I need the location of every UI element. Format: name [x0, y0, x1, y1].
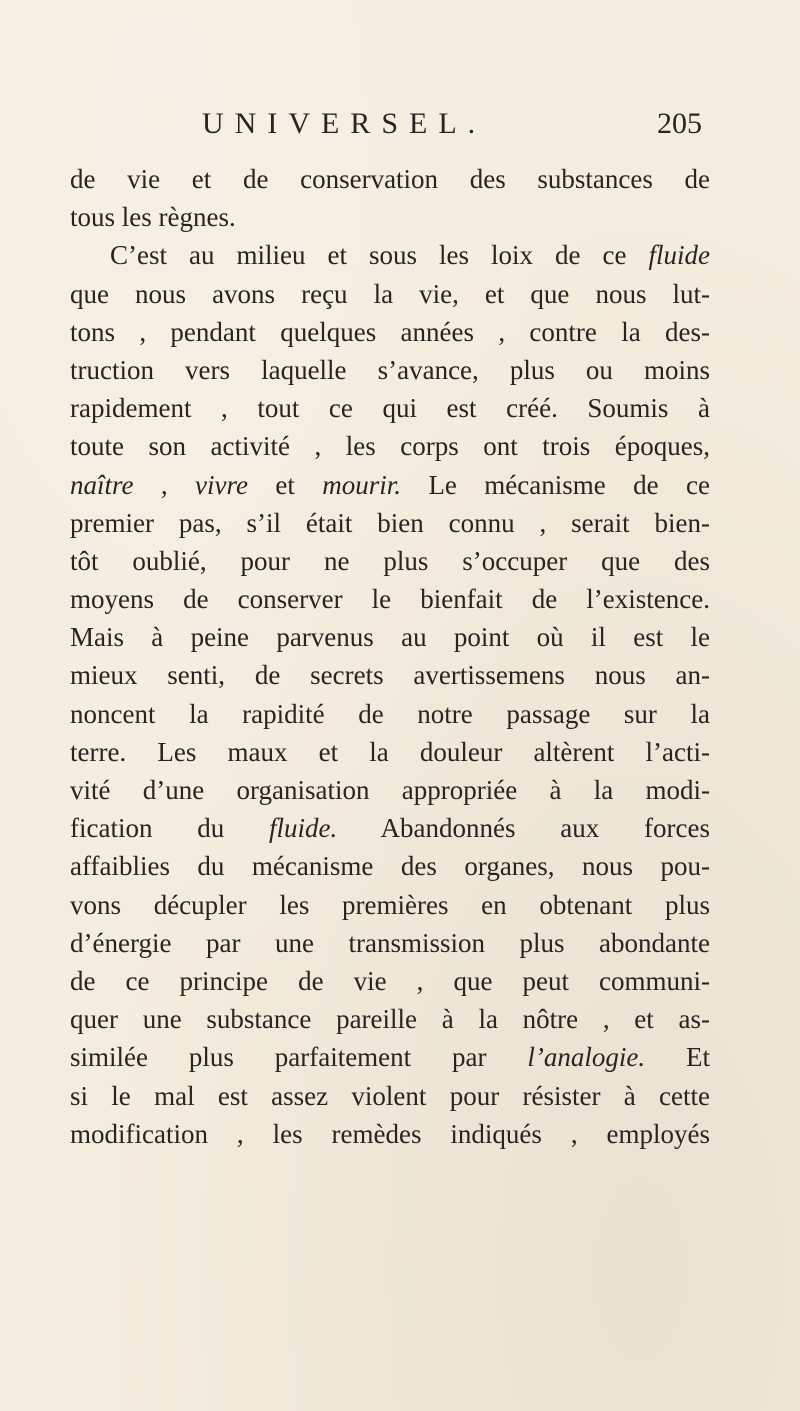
- paragraph-start-line: C’est au milieu et sous les loix de ce fluide: [110, 240, 710, 271]
- italic-term: naître , vivre: [70, 469, 248, 500]
- text-line: modification , les remèdes indiqués , employés: [70, 1118, 710, 1149]
- running-title: UNIVERSEL.: [202, 107, 487, 140]
- text-line: noncent la rapidité de notre passage sur la: [70, 698, 710, 729]
- text-line: vons décupler les premières en obtenant plus: [70, 889, 710, 920]
- text-line: mieux senti, de secrets avertissemens nous an-: [70, 660, 710, 691]
- text-line: terre. Les maux et la douleur altèrent l’acti-: [70, 736, 710, 767]
- running-head: [202, 104, 702, 144]
- page-number: 205: [657, 107, 702, 140]
- text-line: si le mal est assez violent pour résister à cette: [70, 1080, 710, 1111]
- text-line: quer une substance pareille à la nôtre , et as-: [70, 1004, 710, 1035]
- text-line: tons , pendant quelques années , contre la des-: [70, 316, 710, 347]
- text-line: vité d’une organisation appropriée à la modi-: [70, 775, 710, 805]
- text-line: premier pas, s’il était bien connu , serait bien-: [70, 507, 710, 538]
- text-line: truction vers laquelle s’avance, plus ou moins: [70, 354, 710, 385]
- text-line: de vie et de conservation des substances de: [70, 164, 710, 194]
- text-line: affaiblies du mécanisme des organes, nous pou-: [70, 851, 710, 882]
- text-line: de ce principe de vie , que peut communi-: [70, 965, 710, 996]
- italic-term: fluide: [648, 240, 710, 271]
- text-line: tôt oublié, pour ne plus s’occuper que des: [70, 545, 710, 576]
- text-line: naître , vivre et mourir. Le mécanisme de ce: [70, 469, 710, 500]
- text-line: que nous avons reçu la vie, et que nous lut-: [70, 278, 710, 309]
- text-line: rapidement , tout ce qui est créé. Soumis à: [70, 393, 710, 424]
- italic-term: l’analogie.: [527, 1042, 646, 1073]
- italic-term: mourir.: [322, 469, 402, 500]
- text-line: toute son activité , les corps ont trois époques,: [70, 431, 710, 462]
- text-line: fication du fluide. Abandonnés aux forces: [70, 813, 710, 844]
- text-line: d’énergie par une transmission plus abondante: [70, 927, 710, 958]
- text-line: Mais à peine parvenus au point où il est le: [70, 622, 710, 653]
- text-line: moyens de conserver le bienfait de l’existence.: [70, 584, 710, 615]
- italic-term: fluide.: [269, 813, 338, 844]
- text-line: similée plus parfaitement par l’analogie. Et: [70, 1042, 710, 1073]
- text-line: tous les règnes.: [70, 202, 236, 233]
- body-text: [70, 160, 710, 1153]
